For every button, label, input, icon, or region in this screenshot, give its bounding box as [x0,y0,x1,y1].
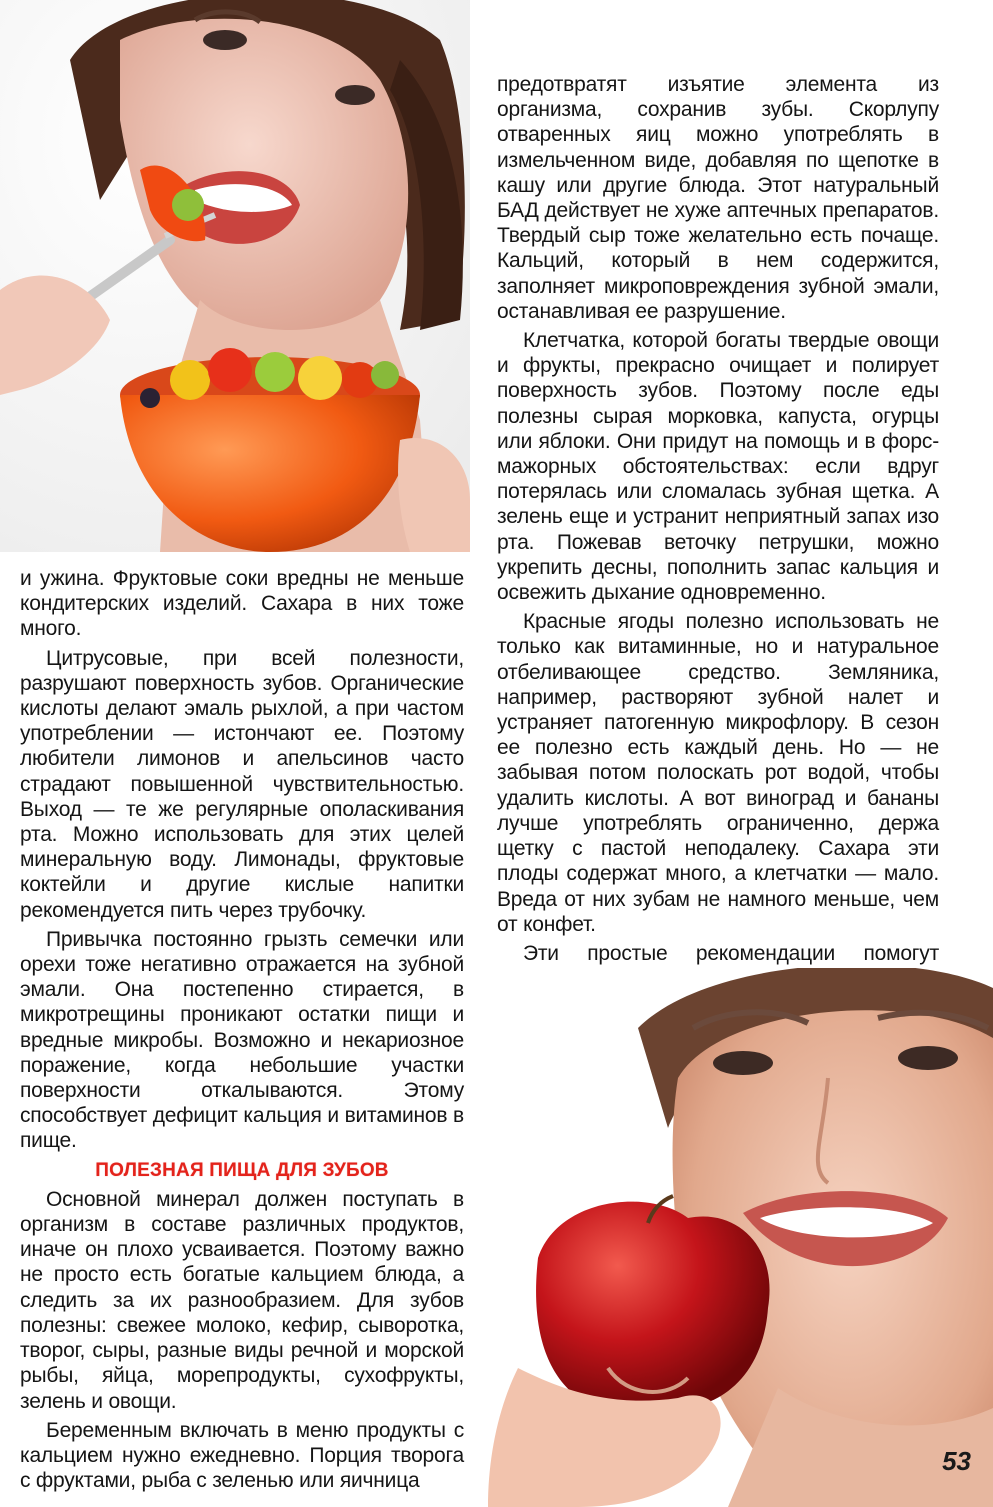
paragraph: предотвратят изъятие элемента из организма, сохранив зубы. Скорлупу отваренных яиц можно употреблять в измельченном виде, добавляя по щепотке в кашу или другие блюда. Этот натуральный БАД действует не хуже аптечных препаратов. Твердый сыр тоже желательно есть почаще. Кальций, который в нем содержится, заполняет микроповреждения зубной эмали, останавливая ее разрушение. [497,73,939,323]
paragraph: Беременным включать в меню продукты с кальцием нужно ежедневно. Порция творога с фруктами, рыба с зеленью или яичница [20,1418,464,1493]
paragraph: Цитрусовые, при всей полезности, разрушают поверхность зубов. Органические кислоты делают эмаль рыхлой, а при частом употреблении — истончают ее. Поэтому любители лимонов и апельсинов часто страдают повышенной чувствительностью. Выход — те же регулярные ополаскивания рта. Можно использовать для этих целей минеральную воду. Лимонады, фруктовые коктейли и другие кислые напитки рекомендуется пить через трубочку. [20,646,464,922]
paragraph: Красные ягоды полезно использовать не только как витаминные, но и натуральное отбеливающее средство. Земляника, например, растворяют зубной налет и устраняет патогенную микрофлору. В сезон ее полезно есть каждый день. Но — не забывая потом полоскать рот водой, чтобы удалить кислоты. А вот виноград и бананы лучше употреблять ограниченно, держа щетку с пастой неподалеку. Сахара эти плоды содержат много, а клетчатки — мало. Вреда от них зубам не намного меньше, чем от конфет. [497,610,939,936]
section-heading: ПОЛЕЗНАЯ ПИЩА ДЛЯ ЗУБОВ [95,1159,389,1181]
woman-holding-red-apple-photo [478,968,993,1507]
paragraph: и ужина. Фруктовые соки вредны не меньше кондитерских изделий. Сахара в них тоже много. [20,567,464,641]
page-number: 53 [942,1446,971,1476]
paragraph: Привычка постоянно грызть семечки или орехи тоже негативно отражается на зубной эмали. Она постепенно стирается, в микротрещины проникают остатки пищи и вредные микробы. Возможно и некариозное поражение, когда небольшие участки поверхности откалываются. Этому способствует дефицит кальция и витаминов в пище. [20,927,464,1153]
paragraph: Основной минерал должен поступать в организм в составе различных продуктов, иначе он плохо усваивается. Поэтому важно не просто есть богатые кальцием блюда, а следить за их разнообразием. Для зубов полезны: свежее молоко, кефир, сыворотка, творог, сыры, разные виды речной и морской рыбы, яйца, морепродукты, сухофрукты, зелень и овощи. [20,1187,464,1413]
right-text-column [497,72,939,1071]
paragraph: Клетчатка, которой богаты твердые овощи и фрукты, прекрасно очищает и полирует поверхность зубов. Поэтому после еды полезны сырая морковка, капуста, огурцы или яблоки. Они придут на помощь и в форс-мажорных обстоятельствах: если вдруг потерялась или сломалась зубная щетка. А зелень еще и устранит неприятный запах изо рта. Пожевав веточку петрушки, можно укрепить десны, пополнить запас кальция и освежить дыхание одновременно. [497,329,939,605]
woman-eating-salad-photo [0,0,470,552]
left-text-column [20,566,464,1497]
paragraph: Эти простые рекомендации помогут [523,941,939,965]
